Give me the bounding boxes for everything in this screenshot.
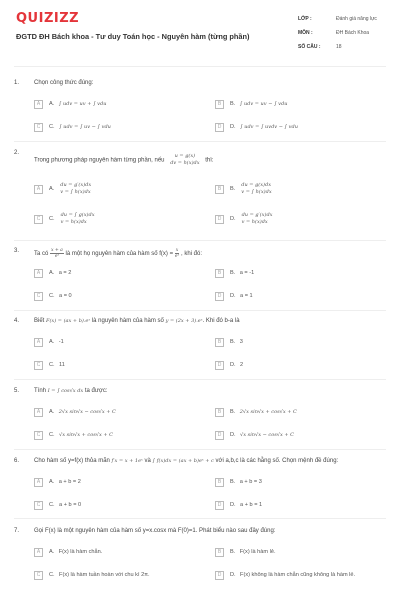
option-math: ∫ udv = ∫ uv − ∫ vdu [59,124,111,130]
question-text-after: với a,b,c là các hằng số. Chọn mệnh đề đúng: [215,458,339,464]
option-a[interactable] [34,406,116,418]
option-c[interactable] [34,121,111,133]
option-label: C. [49,124,55,130]
option-c[interactable] [34,569,150,581]
option-label: B. [230,270,236,276]
option-letter-box: C [34,501,43,510]
question-number: 2. [14,150,20,156]
option-math: ∫ udv = uv − ∫ vdu [239,101,288,107]
fraction-numerator: x [175,248,179,253]
option-a[interactable] [34,476,81,488]
option-c[interactable] [34,290,72,302]
option-math [241,182,271,196]
option-label: A. [49,549,55,555]
quizizz-logo: QUIZIZZ [16,11,80,26]
option-label: A. [49,479,55,485]
option-text: a + b = 1 [240,502,263,508]
option-a[interactable] [34,267,71,279]
option-math-line: v = ∫ h(x)dx [241,189,272,195]
question-divider [14,310,386,311]
option-d[interactable] [215,499,262,511]
option-c[interactable] [34,359,65,371]
option-text: a + b = 3 [239,479,262,485]
option-math [61,212,95,226]
option-letter-box: B [215,185,224,194]
option-label: B. [230,339,236,345]
option-text: 3 [239,339,243,345]
meta-value: 18 [336,44,342,50]
option-math-line: du = ∫ g(x)dx [60,212,95,218]
option-letter-box: A [34,478,43,487]
question-math: ∫ f(x)dx = (ax + b)eˣ + c [152,458,214,464]
option-letter-box: A [34,269,43,278]
option-d[interactable] [215,429,294,441]
question-text-before: Biết [34,318,45,324]
question-number: 7. [14,528,20,534]
option-text: F(x) không là hàm chẵn cũng không là hàm lẻ. [240,572,356,578]
option-letter-box: D [215,571,224,580]
fraction-denominator: eˣ [174,254,180,259]
option-math-line: v = h(x)dx [241,219,268,225]
fraction-1 [50,248,64,259]
question-text-mid: và [144,458,151,464]
question-text-after: thì: [205,157,214,164]
option-b[interactable] [215,336,243,348]
question-text: Chọn công thức đúng: [34,80,94,86]
option-label: D. [230,432,236,438]
question-number: 5. [14,388,20,394]
question-text-before: Ta có [34,251,49,258]
worksheet-title: ĐGTD ĐH Bách khoa - Tư duy Toán học - Nguyên hàm (từng phần) [16,32,250,41]
fraction-denominator: eˣ [54,254,60,259]
meta-row-count [298,40,394,54]
option-c[interactable] [34,499,81,511]
question-text [34,318,240,324]
option-letter-box: C [34,571,43,580]
question-text [34,248,202,259]
option-label: B. [230,101,236,107]
condition-math [170,153,199,167]
option-letter-box: D [215,123,224,132]
option-label: D. [230,572,236,578]
question-text-after: ta được: [84,388,108,394]
question-math: F(x) = (ax + b).eˣ [46,318,91,324]
option-letter-box: A [34,548,43,557]
question-math: y = (2x + 3).eˣ [165,318,203,324]
option-label: A. [49,339,55,345]
option-label: C. [49,293,55,299]
option-letter-box: C [34,361,43,370]
option-letter-box: A [34,185,43,194]
option-d[interactable] [215,290,253,302]
option-letter-box: B [215,100,224,109]
option-letter-box: A [34,100,43,109]
option-label: C. [49,502,55,508]
option-d[interactable] [215,121,298,133]
option-math-line: du = g(x)dx [241,182,272,188]
question-text-before: Cho hàm số y=f(x) thỏa mãn [34,458,110,464]
question-text-after: . Khi đó b-a là [202,318,240,324]
worksheet-meta [298,12,394,54]
option-b[interactable] [215,406,297,418]
option-letter-box: C [34,215,43,224]
option-label: A. [49,186,55,192]
option-math: √x sin√x − cos√x + C [240,432,294,438]
option-text: a = 1 [240,293,253,299]
question-divider [14,141,386,142]
option-label: C. [49,432,55,438]
question-text [34,458,338,464]
option-letter-box: A [34,408,43,417]
option-d[interactable] [215,208,272,230]
meta-value: ĐH Bách Khoa [336,30,370,36]
option-a[interactable] [34,98,106,110]
option-letter-box: B [215,338,224,347]
option-label: A. [49,101,55,107]
option-text: -1 [58,339,64,345]
fraction-2 [175,248,180,259]
option-b[interactable] [215,546,276,558]
option-text: a = -1 [239,270,255,276]
option-letter-box: D [215,501,224,510]
header-divider [14,66,386,67]
meta-value: Đánh giá năng lực [336,16,377,22]
option-text: 2 [240,362,244,368]
option-math [242,212,273,226]
worksheet-header [0,0,400,62]
option-label: D. [230,216,236,222]
meta-row-class [298,12,394,26]
option-c[interactable] [34,429,113,441]
meta-row-subject [298,26,394,40]
option-text: a = 0 [59,293,72,299]
meta-key: LỚP : [298,16,312,22]
question-number: 6. [14,458,20,464]
option-letter-box: D [215,431,224,440]
option-c[interactable] [34,208,95,230]
question-text-before: Tính [34,388,47,394]
option-text: F(x) là hàm lẻ. [239,549,276,555]
option-letter-box: D [215,292,224,301]
condition-line: dv = h(x)dx [170,160,200,166]
question-math: f′x = x + 1eˣ [111,458,143,464]
option-a[interactable] [34,546,102,558]
option-text: 11 [59,362,65,368]
option-letter-box: B [215,408,224,417]
option-letter-box: C [34,123,43,132]
option-letter-box: D [215,215,224,224]
option-math-line: du = g′(x)dx [60,182,92,188]
option-a[interactable] [34,336,64,348]
option-math-line: du = g′(x)dx [241,212,273,218]
question-number: 4. [14,318,20,324]
meta-key: MÔN : [298,30,313,36]
option-letter-box: B [215,478,224,487]
question-text-mid: là một họ nguyên hàm của hàm số f(x) = [65,251,174,258]
option-letter-box: B [215,269,224,278]
question-divider [14,240,386,241]
option-math: 2√x sin√x − cos√x + C [58,409,116,415]
option-label: D. [230,124,236,130]
fraction-numerator: x + a [51,248,63,253]
option-d[interactable] [215,359,243,371]
question-text-mid: là nguyên hàm của hàm số [91,318,164,324]
option-b[interactable] [215,476,262,488]
option-label: B. [230,409,236,415]
option-text: a + b = 0 [59,502,82,508]
option-b[interactable] [215,98,287,110]
option-label: C. [49,216,55,222]
question-divider [14,518,386,519]
option-math: √x sin√x + cos√x + C [59,432,113,438]
option-text: F(x) là hàm tuần hoàn với chu kì 2π. [59,572,150,578]
option-b[interactable] [215,178,272,200]
question-text: Gọi F(x) là một nguyên hàm của hàm số y=x.cosx mà F(0)=1. Phát biểu nào sau đây đúng: [34,528,276,534]
option-letter-box: C [34,292,43,301]
option-math: 2√x sin√x + cos√x + C [239,409,297,415]
question-text [34,153,214,167]
option-label: C. [49,572,55,578]
question-text-after: , khi đó: [181,251,203,258]
question-number: 3. [14,248,20,254]
option-label: A. [49,409,55,415]
option-label: D. [230,502,236,508]
option-text: F(x) là hàm chẵn. [58,549,103,555]
option-d[interactable] [215,569,355,581]
option-text: a = 2 [58,270,72,276]
option-label: D. [230,293,236,299]
question-text [34,388,108,394]
option-math [60,182,91,196]
option-a[interactable] [34,178,91,200]
option-label: B. [230,186,236,192]
question-divider [14,379,386,380]
question-number: 1. [14,80,20,86]
option-math: ∫ udv = uv + ∫ vdu [58,101,107,107]
option-letter-box: B [215,548,224,557]
option-label: C. [49,362,55,368]
option-text: a + b = 2 [58,479,81,485]
option-math-line: v = h(x)dx [60,219,87,225]
option-label: D. [230,362,236,368]
option-label: B. [230,479,236,485]
question-math: I = ∫ cos√x dx [47,388,84,394]
condition-line: u = g(x) [174,153,196,159]
question-text-before: Trong phương pháp nguyên hàm từng phần, nếu [34,157,165,164]
option-letter-box: A [34,338,43,347]
question-divider [14,449,386,450]
option-letter-box: D [215,361,224,370]
option-b[interactable] [215,267,254,279]
option-letter-box: C [34,431,43,440]
option-label: A. [49,270,55,276]
option-label: B. [230,549,236,555]
option-math: ∫ udv = ∫ uvdv − ∫ vdu [240,124,298,130]
meta-key: SỐ CÂU : [298,44,321,50]
option-math-line: v = ∫ h(x)dx [60,189,91,195]
